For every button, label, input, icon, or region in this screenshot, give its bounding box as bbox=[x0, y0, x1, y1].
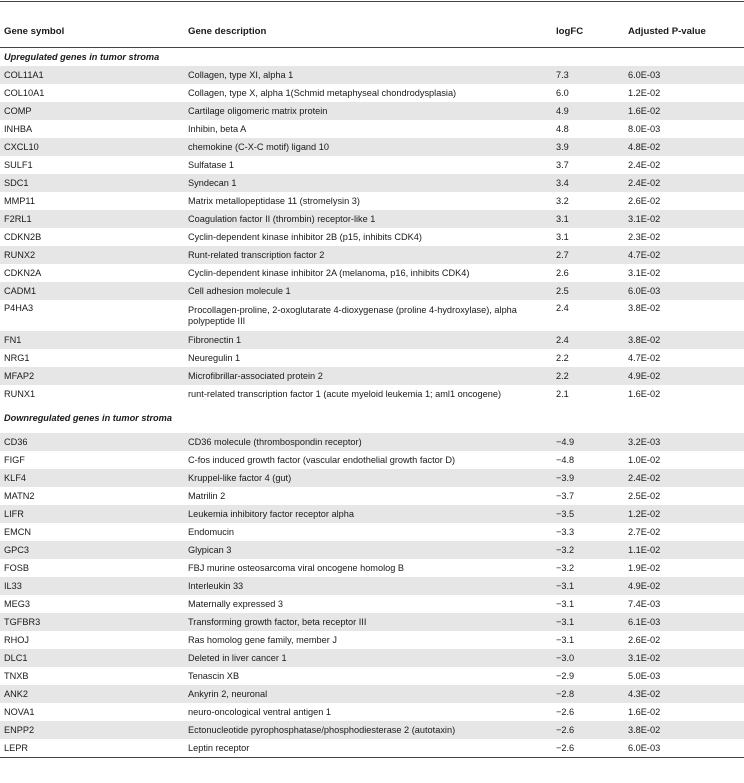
gene-symbol-cell: COL11A1 bbox=[0, 66, 184, 84]
logfc-cell: 2.4 bbox=[552, 331, 624, 349]
gene-table bbox=[0, 15, 744, 758]
table-row bbox=[0, 469, 744, 487]
gene-description-cell: Kruppel-like factor 4 (gut) bbox=[184, 469, 552, 487]
table-row bbox=[0, 649, 744, 667]
p-value-cell: 6.0E-03 bbox=[624, 739, 744, 758]
section-title: Upregulated genes in tumor stroma bbox=[4, 51, 160, 62]
gene-description-cell: runt-related transcription factor 1 (acute myeloid leukemia 1; aml1 oncogene) bbox=[188, 388, 502, 399]
gene-description-cell: Ectonucleotide pyrophosphatase/phosphodiesterase 2 (autotaxin) bbox=[184, 721, 552, 739]
p-value-cell: 4.9E-02 bbox=[624, 367, 744, 385]
gene-symbol-cell: TNXB bbox=[4, 670, 29, 681]
gene-symbol-cell: MATN2 bbox=[4, 490, 35, 501]
p-value-cell: 6.0E-03 bbox=[624, 66, 744, 84]
gene-description-cell: CD36 molecule (thrombospondin receptor) bbox=[184, 433, 552, 451]
logfc-cell: 2.1 bbox=[556, 388, 569, 399]
logfc-cell: −4.9 bbox=[552, 433, 624, 451]
gene-description-cell: Deleted in liver cancer 1 bbox=[184, 649, 552, 667]
p-value-cell: 3.1E-02 bbox=[624, 210, 744, 228]
p-value-cell: 2.4E-02 bbox=[624, 174, 744, 192]
table-row bbox=[0, 138, 744, 156]
p-value-cell: 1.6E-02 bbox=[628, 706, 661, 717]
p-value-cell: 3.1E-02 bbox=[628, 267, 661, 278]
table-row bbox=[0, 264, 744, 282]
section-header-row bbox=[0, 48, 744, 67]
gene-description-cell: Matrix metallopeptidase 11 (stromelysin 3) bbox=[188, 195, 360, 206]
table-row bbox=[0, 349, 744, 367]
p-value-cell: 1.6E-02 bbox=[628, 388, 661, 399]
p-value-cell: 4.3E-02 bbox=[624, 685, 744, 703]
table-row bbox=[0, 631, 744, 649]
logfc-cell: 2.6 bbox=[556, 267, 569, 278]
gene-symbol-cell: F2RL1 bbox=[0, 210, 184, 228]
gene-description-cell: Tenascin XB bbox=[188, 670, 240, 681]
gene-description-cell: C-fos induced growth factor (vascular endothelial growth factor D) bbox=[188, 454, 456, 465]
p-value-cell: 4.9E-02 bbox=[624, 577, 744, 595]
logfc-cell: −2.6 bbox=[552, 739, 624, 758]
p-value-cell: 2.4E-02 bbox=[628, 159, 661, 170]
gene-description-cell: Ras homolog gene family, member J bbox=[188, 634, 337, 645]
section-empty-cell bbox=[552, 403, 624, 433]
logfc-cell: 3.2 bbox=[556, 195, 569, 206]
gene-symbol-cell: LEPR bbox=[0, 739, 184, 758]
header-gene-description: Gene description bbox=[184, 15, 552, 48]
p-value-cell: 4.7E-02 bbox=[628, 352, 661, 363]
table-row bbox=[0, 156, 744, 174]
p-value-cell: 3.2E-03 bbox=[624, 433, 744, 451]
p-value-cell: 3.8E-02 bbox=[624, 721, 744, 739]
gene-symbol-cell: SDC1 bbox=[0, 174, 184, 192]
gene-symbol-cell: EMCN bbox=[4, 526, 32, 537]
gene-description-cell: Microfibrillar-associated protein 2 bbox=[184, 367, 552, 385]
table-body bbox=[0, 48, 744, 758]
gene-description-cell: Transforming growth factor, beta receptor III bbox=[184, 613, 552, 631]
gene-symbol-cell: IL33 bbox=[0, 577, 184, 595]
table-row bbox=[0, 102, 744, 120]
gene-description-cell: Interleukin 33 bbox=[184, 577, 552, 595]
p-value-cell: 1.2E-02 bbox=[628, 87, 661, 98]
logfc-cell: 3.9 bbox=[552, 138, 624, 156]
section-empty-cell bbox=[184, 48, 552, 67]
logfc-cell: −2.6 bbox=[552, 721, 624, 739]
p-value-cell: 2.5E-02 bbox=[628, 490, 661, 501]
section-empty-cell bbox=[184, 403, 552, 433]
gene-symbol-cell: GPC3 bbox=[0, 541, 184, 559]
logfc-cell: −3.7 bbox=[556, 490, 575, 501]
p-value-cell: 8.0E-03 bbox=[628, 123, 661, 134]
logfc-cell: −4.8 bbox=[556, 454, 575, 465]
table-row bbox=[0, 667, 744, 685]
p-value-cell: 2.6E-02 bbox=[628, 195, 661, 206]
table-row bbox=[0, 385, 744, 403]
p-value-cell: 1.1E-02 bbox=[624, 541, 744, 559]
p-value-cell: 6.1E-03 bbox=[624, 613, 744, 631]
table-row bbox=[0, 595, 744, 613]
p-value-cell: 2.4E-02 bbox=[624, 469, 744, 487]
gene-symbol-cell: FN1 bbox=[0, 331, 184, 349]
table-row bbox=[0, 523, 744, 541]
logfc-cell: −2.8 bbox=[552, 685, 624, 703]
gene-description-cell: Ankyrin 2, neuronal bbox=[184, 685, 552, 703]
p-value-cell: 7.4E-03 bbox=[628, 598, 661, 609]
logfc-cell: −3.2 bbox=[552, 541, 624, 559]
table-row bbox=[0, 505, 744, 523]
gene-symbol-cell: COL10A1 bbox=[4, 87, 45, 98]
logfc-cell: −2.6 bbox=[556, 706, 575, 717]
table-row bbox=[0, 367, 744, 385]
p-value-cell: 1.9E-02 bbox=[628, 562, 661, 573]
logfc-cell: 4.8 bbox=[556, 123, 569, 134]
logfc-cell: 2.7 bbox=[552, 246, 624, 264]
gene-symbol-cell: DLC1 bbox=[0, 649, 184, 667]
gene-symbol-cell: CADM1 bbox=[0, 282, 184, 300]
gene-description-cell: Cyclin-dependent kinase inhibitor 2A (melanoma, p16, inhibits CDK4) bbox=[188, 267, 470, 278]
logfc-cell: −3.2 bbox=[556, 562, 575, 573]
table-row bbox=[0, 685, 744, 703]
table-row bbox=[0, 300, 744, 331]
gene-symbol-cell: RHOJ bbox=[4, 634, 30, 645]
p-value-cell: 1.0E-02 bbox=[628, 454, 661, 465]
gene-symbol-cell: LIFR bbox=[0, 505, 184, 523]
logfc-cell: −3.1 bbox=[556, 634, 575, 645]
gene-description-cell: Cartilage oligomeric matrix protein bbox=[184, 102, 552, 120]
logfc-cell: 2.2 bbox=[552, 367, 624, 385]
p-value-cell: 3.8E-02 bbox=[624, 331, 744, 349]
section-header-row bbox=[0, 403, 744, 433]
p-value-cell: 3.1E-02 bbox=[624, 649, 744, 667]
logfc-cell: 3.1 bbox=[556, 231, 569, 242]
table-row bbox=[0, 487, 744, 505]
p-value-cell: 2.7E-02 bbox=[628, 526, 661, 537]
table-row bbox=[0, 577, 744, 595]
gene-symbol-cell: P4HA3 bbox=[4, 303, 34, 313]
top-rule bbox=[0, 1, 744, 2]
gene-description-cell: chemokine (C-X-C motif) ligand 10 bbox=[184, 138, 552, 156]
gene-description-cell: Leptin receptor bbox=[184, 739, 552, 758]
gene-description-cell: Syndecan 1 bbox=[184, 174, 552, 192]
gene-symbol-cell: CD36 bbox=[0, 433, 184, 451]
p-value-cell: 6.0E-03 bbox=[624, 282, 744, 300]
gene-symbol-cell: ANK2 bbox=[0, 685, 184, 703]
table-row bbox=[0, 228, 744, 246]
table-row bbox=[0, 721, 744, 739]
table-row bbox=[0, 282, 744, 300]
gene-symbol-cell: INHBA bbox=[4, 123, 33, 134]
p-value-cell: 1.2E-02 bbox=[624, 505, 744, 523]
header-logfc: logFC bbox=[552, 15, 624, 48]
p-value-cell: 4.8E-02 bbox=[624, 138, 744, 156]
table-row bbox=[0, 210, 744, 228]
logfc-cell: −3.5 bbox=[552, 505, 624, 523]
logfc-cell: 2.4 bbox=[556, 303, 569, 313]
gene-symbol-cell: TGFBR3 bbox=[0, 613, 184, 631]
table-row bbox=[0, 192, 744, 210]
gene-symbol-cell: ENPP2 bbox=[0, 721, 184, 739]
logfc-cell: −3.0 bbox=[552, 649, 624, 667]
table-row bbox=[0, 703, 744, 721]
gene-symbol-cell: RUNX2 bbox=[0, 246, 184, 264]
p-value-cell: 2.3E-02 bbox=[628, 231, 661, 242]
gene-description-cell: neuro-oncological ventral antigen 1 bbox=[188, 706, 332, 717]
section-title: Downregulated genes in tumor stroma bbox=[4, 412, 172, 423]
gene-description-cell: Runt-related transcription factor 2 bbox=[184, 246, 552, 264]
logfc-cell: −3.9 bbox=[552, 469, 624, 487]
header-row bbox=[0, 15, 744, 48]
p-value-cell: 4.7E-02 bbox=[624, 246, 744, 264]
section-empty-cell bbox=[624, 403, 744, 433]
p-value-cell: 3.8E-02 bbox=[628, 303, 661, 313]
table-row bbox=[0, 559, 744, 577]
gene-symbol-cell: SULF1 bbox=[4, 159, 33, 170]
gene-description-cell: Maternally expressed 3 bbox=[188, 598, 283, 609]
table-row bbox=[0, 174, 744, 192]
table-row bbox=[0, 541, 744, 559]
table-row bbox=[0, 451, 744, 469]
logfc-cell: 7.3 bbox=[552, 66, 624, 84]
gene-symbol-cell: KLF4 bbox=[0, 469, 184, 487]
logfc-cell: −3.1 bbox=[552, 613, 624, 631]
p-value-cell: 1.6E-02 bbox=[624, 102, 744, 120]
logfc-cell: 6.0 bbox=[556, 87, 569, 98]
logfc-cell: 3.4 bbox=[552, 174, 624, 192]
logfc-cell: −3.3 bbox=[556, 526, 575, 537]
table-row bbox=[0, 120, 744, 138]
header-gene-symbol: Gene symbol bbox=[0, 15, 184, 48]
gene-description-cell: Endomucin bbox=[188, 526, 234, 537]
p-value-cell: 5.0E-03 bbox=[628, 670, 661, 681]
gene-symbol-cell: MEG3 bbox=[4, 598, 31, 609]
gene-symbol-cell: CXCL10 bbox=[0, 138, 184, 156]
section-empty-cell bbox=[552, 48, 624, 67]
gene-description-cell: Inhibin, beta A bbox=[188, 123, 247, 134]
table-row bbox=[0, 433, 744, 451]
table-row bbox=[0, 331, 744, 349]
table-row bbox=[0, 246, 744, 264]
p-value-cell: 2.6E-02 bbox=[628, 634, 661, 645]
gene-description-cell: Collagen, type XI, alpha 1 bbox=[184, 66, 552, 84]
table-row bbox=[0, 739, 744, 758]
gene-symbol-cell: NOVA1 bbox=[4, 706, 35, 717]
logfc-cell: 3.1 bbox=[552, 210, 624, 228]
header-adjusted-p-value: Adjusted P-value bbox=[624, 15, 744, 48]
gene-description-cell: Fibronectin 1 bbox=[184, 331, 552, 349]
logfc-cell: 2.2 bbox=[556, 352, 569, 363]
logfc-cell: 2.5 bbox=[552, 282, 624, 300]
gene-description-cell: Leukemia inhibitory factor receptor alpha bbox=[184, 505, 552, 523]
logfc-cell: −2.9 bbox=[556, 670, 575, 681]
table-row bbox=[0, 66, 744, 84]
gene-description-cell: Collagen, type X, alpha 1(Schmid metaphyseal chondrodysplasia) bbox=[188, 87, 457, 98]
gene-description-cell: Cyclin-dependent kinase inhibitor 2B (p15, inhibits CDK4) bbox=[188, 231, 422, 242]
gene-description-cell: Cell adhesion molecule 1 bbox=[184, 282, 552, 300]
logfc-cell: −3.1 bbox=[556, 598, 575, 609]
gene-symbol-cell: CDKN2B bbox=[4, 231, 42, 242]
gene-symbol-cell: FOSB bbox=[4, 562, 30, 573]
gene-symbol-cell: MFAP2 bbox=[0, 367, 184, 385]
gene-description-cell: Matrilin 2 bbox=[188, 490, 226, 501]
gene-description-cell: Sulfatase 1 bbox=[188, 159, 234, 170]
logfc-cell: 3.7 bbox=[556, 159, 569, 170]
section-empty-cell bbox=[624, 48, 744, 67]
table-row bbox=[0, 613, 744, 631]
gene-symbol-cell: NRG1 bbox=[4, 352, 30, 363]
gene-symbol-cell: FIGF bbox=[4, 454, 25, 465]
gene-symbol-cell: COMP bbox=[0, 102, 184, 120]
logfc-cell: 4.9 bbox=[552, 102, 624, 120]
logfc-cell: −3.1 bbox=[552, 577, 624, 595]
gene-symbol-cell: RUNX1 bbox=[4, 388, 36, 399]
gene-description-cell: Procollagen-proline, 2-oxoglutarate 4-dioxygenase (proline 4-hydroxylase), alpha polypeptide III bbox=[188, 304, 517, 326]
table-row bbox=[0, 84, 744, 102]
gene-description-cell: Coagulation factor II (thrombin) receptor-like 1 bbox=[184, 210, 552, 228]
gene-symbol-cell: CDKN2A bbox=[4, 267, 42, 278]
gene-symbol-cell: MMP11 bbox=[4, 195, 35, 206]
gene-description-cell: Glypican 3 bbox=[184, 541, 552, 559]
gene-description-cell: Neuregulin 1 bbox=[188, 352, 241, 363]
gene-description-cell: FBJ murine osteosarcoma viral oncogene homolog B bbox=[188, 562, 405, 573]
